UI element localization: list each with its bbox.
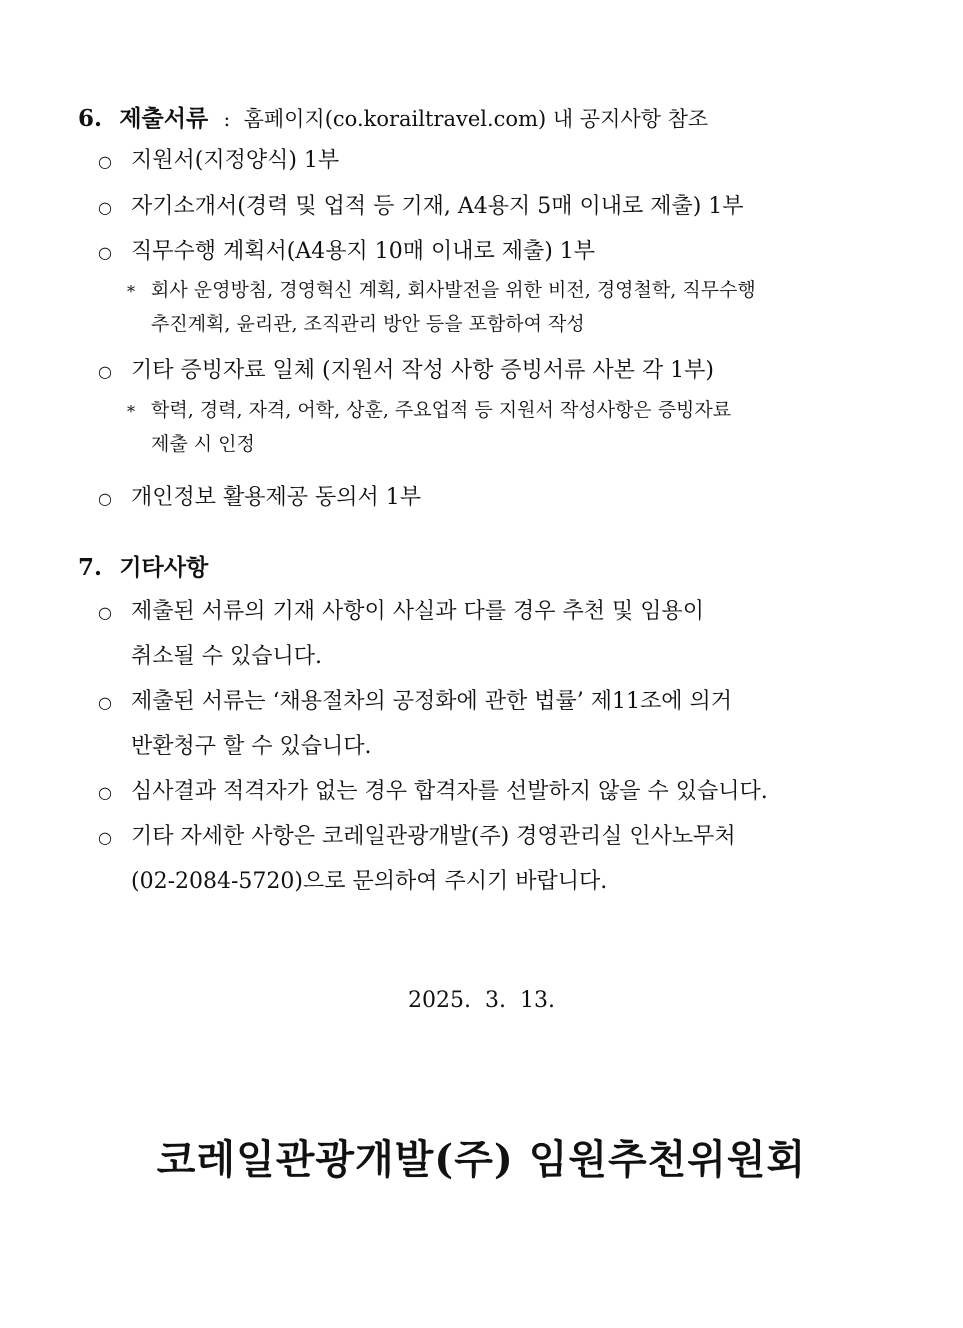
note-line: 추진계획, 윤리관, 조직관리 방안 등을 포함하여 작성 — [151, 313, 585, 335]
note-line: 회사 운영방침, 경영혁신 계획, 회사발전을 위한 비전, 경영철학, 직무수행 — [151, 279, 756, 301]
note-line: 제출 시 인정 — [151, 433, 255, 455]
bullet-icon: ○ — [98, 489, 112, 508]
section-7-heading — [78, 549, 208, 582]
bullet-icon: ○ — [98, 603, 112, 622]
list-item: 제출된 서류는 ‘채용절차의 공정화에 관한 법률’ 제11조에 의거 — [131, 689, 732, 714]
organization-name: 코레일관광개발(주) 임원추천위원회 — [156, 1136, 807, 1183]
asterisk-icon: * — [127, 402, 135, 421]
document-date: 2025. 3. 13. — [408, 988, 555, 1013]
list-item: 기타 자세한 사항은 코레일관광개발(주) 경영관리실 인사노무처 — [131, 824, 736, 849]
list-item-continuation: 반환청구 할 수 있습니다. — [131, 734, 372, 759]
list-item: 개인정보 활용제공 동의서 1부 — [131, 485, 422, 510]
bullet-icon: ○ — [98, 828, 112, 847]
section-6-heading — [78, 100, 708, 133]
bullet-icon: ○ — [98, 198, 112, 217]
asterisk-icon: * — [127, 282, 135, 301]
section-6-number: 6. — [78, 105, 103, 132]
bullet-icon: ○ — [98, 693, 112, 712]
list-item: 직무수행 계획서(A4용지 10매 이내로 제출) 1부 — [131, 239, 596, 264]
note-line: 학력, 경력, 자격, 어학, 상훈, 주요업적 등 지원서 작성사항은 증빙자료 — [151, 399, 732, 421]
list-item-continuation: 취소될 수 있습니다. — [131, 644, 322, 669]
section-6-colon: : — [223, 107, 231, 131]
section-7-title: 기타사항 — [119, 554, 209, 581]
list-item: 자기소개서(경력 및 업적 등 기재, A4용지 5매 이내로 제출) 1부 — [131, 194, 744, 219]
section-6-description: 홈페이지(co.korailtravel.com) 내 공지사항 참조 — [243, 107, 709, 131]
section-7-number: 7. — [78, 554, 103, 581]
bullet-icon: ○ — [98, 243, 112, 262]
list-item: 심사결과 적격자가 없는 경우 합격자를 선발하지 않을 수 있습니다. — [131, 779, 768, 804]
bullet-icon: ○ — [98, 783, 112, 802]
bullet-icon: ○ — [98, 152, 112, 171]
list-item: 기타 증빙자료 일체 (지원서 작성 사항 증빙서류 사본 각 1부) — [131, 358, 714, 383]
bullet-icon: ○ — [98, 362, 112, 381]
list-item-continuation: (02-2084-5720)으로 문의하여 주시기 바랍니다. — [131, 869, 608, 894]
list-item: 제출된 서류의 기재 사항이 사실과 다를 경우 추천 및 임용이 — [131, 599, 704, 624]
list-item: 지원서(지정양식) 1부 — [131, 148, 340, 173]
section-6-title: 제출서류 — [119, 105, 209, 132]
